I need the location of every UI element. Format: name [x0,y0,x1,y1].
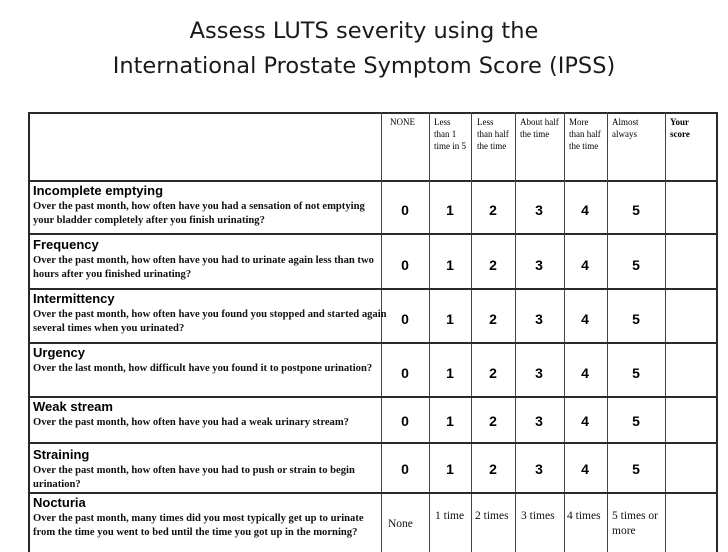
score-value: 0 [401,365,409,381]
col-sep-7 [665,112,666,552]
score-value: 3 [535,257,543,273]
nocturia-option: 3 times [521,510,555,522]
question-desc: Over the past month, how often have you had a weak urinary stream? [33,417,349,428]
question-name: Urgency [33,345,86,360]
question-name: Intermittency [33,291,115,306]
table-right-border [716,112,718,552]
title-line-1: Assess LUTS severity using the [189,18,539,44]
nocturia-name: Nocturia [33,495,86,510]
question-desc: Over the past month, how often have you had to urinate again less than two hours after you finished urinating? [33,255,374,280]
score-value: 0 [401,413,409,429]
score-value: 4 [581,461,589,477]
header-about-half: About half the time [520,117,559,139]
score-value: 2 [489,461,497,477]
score-value: 0 [401,202,409,218]
score-value: 4 [581,257,589,273]
slide-title [0,14,728,84]
score-value: 5 [632,413,640,429]
question-name: Straining [33,447,90,462]
row-separator [28,233,718,235]
nocturia-option: None [388,518,413,530]
row-separator [28,492,718,494]
nocturia-desc: Over the past month, many times did you most typically get up to urinate from the time you went to bed until the time you got up in the morning? [33,513,364,538]
header-your-score: Your score [670,117,690,139]
nocturia-option: 2 times [475,510,509,522]
score-value: 5 [632,311,640,327]
score-value: 4 [581,202,589,218]
score-value: 3 [535,413,543,429]
nocturia-option: 5 times or more [612,510,658,537]
score-value: 5 [632,257,640,273]
score-value: 4 [581,365,589,381]
score-value: 3 [535,202,543,218]
header-less-than-1-in-5: Less than 1 time in 5 [434,117,466,151]
header-less-than-half: Less than half the time [477,117,509,151]
header-bottom-border [28,180,718,182]
header-almost-always: Almost always [612,117,639,139]
score-value: 5 [632,461,640,477]
score-value: 2 [489,311,497,327]
score-value: 3 [535,365,543,381]
question-name: Weak stream [33,399,113,414]
score-value: 0 [401,257,409,273]
nocturia-option: 1 time [435,510,465,522]
header-more-than-half: More than half the time [569,117,601,151]
score-value: 2 [489,365,497,381]
col-sep-6 [607,112,608,552]
score-value: 1 [446,202,454,218]
row-separator [28,342,718,344]
question-desc: Over the past month, how often have you had to push or strain to begin urination? [33,465,355,490]
score-value: 3 [535,461,543,477]
score-value: 0 [401,311,409,327]
row-separator [28,442,718,444]
score-value: 1 [446,461,454,477]
ipss-table [28,112,718,552]
score-value: 5 [632,202,640,218]
col-sep-3 [471,112,472,552]
question-desc: Over the past month, how often have you had a sensation of not emptying your bladder completely after you finish urinating? [33,201,365,226]
question-desc: Over the past month, how often have you found you stopped and started again several times when you urinated? [33,309,387,334]
score-value: 4 [581,413,589,429]
nocturia-option: 4 times [567,510,601,522]
score-value: 0 [401,461,409,477]
question-name: Incomplete emptying [33,183,164,198]
score-value: 3 [535,311,543,327]
score-value: 1 [446,311,454,327]
score-value: 2 [489,257,497,273]
score-value: 5 [632,365,640,381]
row-separator [28,396,718,398]
title-line-2: International Prostate Symptom Score (IPSS) [112,53,616,79]
score-value: 2 [489,202,497,218]
question-desc: Over the last month, how difficult have you found it to postpone urination? [33,363,373,374]
col-sep-5 [564,112,565,552]
score-value: 2 [489,413,497,429]
col-sep-4 [515,112,516,552]
score-value: 1 [446,413,454,429]
col-sep-2 [429,112,430,552]
question-name: Frequency [33,237,99,252]
table-left-border [28,112,30,552]
score-value: 1 [446,257,454,273]
table-top-border [28,112,718,114]
score-value: 4 [581,311,589,327]
score-value: 1 [446,365,454,381]
header-none: NONE [390,117,415,127]
row-separator [28,288,718,290]
